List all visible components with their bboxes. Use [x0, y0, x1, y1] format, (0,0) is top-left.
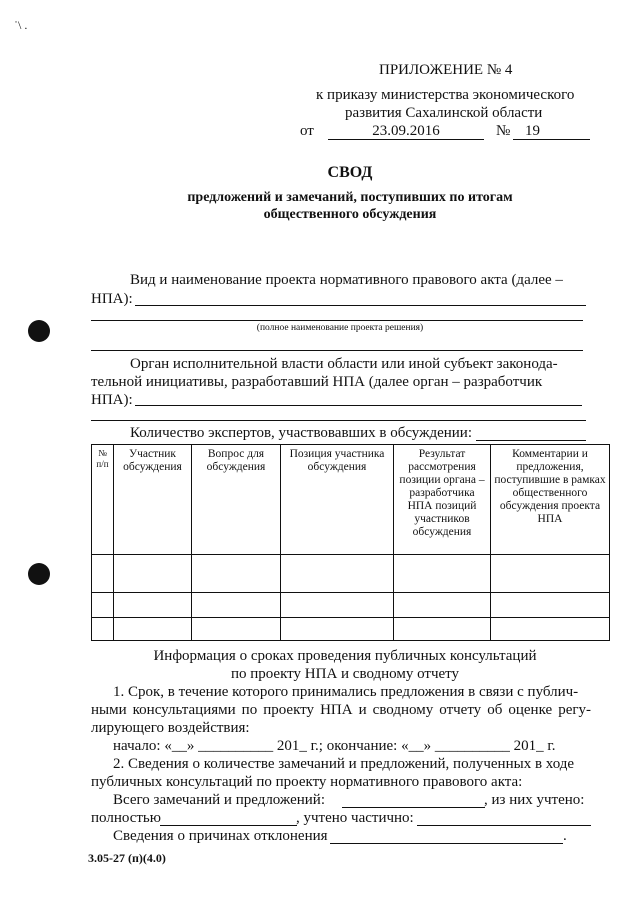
- appendix-label: ПРИЛОЖЕНИЕ № 4: [379, 62, 513, 78]
- col-header-question: Вопрос для обсуждения: [192, 445, 281, 555]
- order-line2: развития Сахалинской области: [345, 105, 543, 121]
- total-input-line[interactable]: [342, 807, 485, 808]
- proposals-table: [91, 444, 610, 641]
- doc-subtitle-2: общественного обсуждения: [263, 207, 437, 222]
- date-prefix: от: [300, 123, 314, 139]
- reasons-end-dot: .: [563, 828, 567, 844]
- doc-subtitle-1: предложений и замечаний, поступивших по итогам: [187, 190, 513, 205]
- organ-input-line-1[interactable]: [135, 405, 582, 406]
- col-header-result: Результат рассмотрения позиции органа – разработчика НПА позиций участников обсуждения: [394, 445, 491, 555]
- p2-line2: публичных консультаций по проекту нормативного правового акта:: [91, 774, 523, 790]
- table-row[interactable]: [92, 555, 610, 593]
- organ-label-line2: тельной инициативы, разработавший НПА (далее орган – разработчик: [91, 374, 543, 390]
- reasons-input-line[interactable]: [330, 843, 563, 844]
- col-header-num: № п/п: [92, 445, 114, 555]
- order-date: 23.09.2016: [328, 123, 484, 140]
- npa-input-line-1[interactable]: [135, 305, 586, 306]
- info-title-2: по проекту НПА и сводному отчету: [230, 666, 460, 682]
- total-label: Всего замечаний и предложений:: [113, 792, 326, 808]
- organ-label-line3: НПА):: [91, 392, 133, 408]
- npa-label-line1: Вид и наименование проекта нормативного правового акта (далее –: [130, 272, 563, 288]
- p1-line2: ными консультациями по проекту НПА и сводному отчету об оценке регу-: [91, 702, 591, 718]
- period-fields[interactable]: начало: «__» __________ 201_ г.; окончание: «__» __________ 201_ г.: [113, 738, 556, 754]
- partly-label: , учтено частично:: [296, 810, 414, 826]
- table-header-row: [92, 445, 610, 555]
- doc-title: СВОД: [327, 164, 373, 181]
- organ-label-line1: Орган исполнительной власти области или иной субъект законода-: [130, 356, 558, 372]
- col-header-comments: Комментарии и предложения, поступившие в рамках общественного обсуждения проекта НПА: [491, 445, 610, 555]
- number-prefix: №: [496, 123, 511, 139]
- of-them-label: , из них учтено:: [484, 792, 585, 808]
- fully-input-line[interactable]: [160, 825, 297, 826]
- reasons-label: Сведения о причинах отклонения: [113, 828, 328, 844]
- fully-label: полностью: [91, 810, 161, 826]
- col-header-position: Позиция участника обсуждения: [281, 445, 394, 555]
- p1-line3: лирующего воздействия:: [91, 720, 250, 736]
- table-row[interactable]: [92, 593, 610, 618]
- organ-input-line-2[interactable]: [91, 420, 586, 421]
- npa-caption: (полное наименование проекта решения): [256, 323, 424, 333]
- npa-input-line-3[interactable]: [91, 350, 583, 351]
- partly-input-line[interactable]: [417, 825, 591, 826]
- experts-input-line[interactable]: [476, 440, 586, 441]
- punch-hole-bottom: [28, 563, 50, 585]
- experts-label: Количество экспертов, участвовавших в обсуждении:: [130, 425, 473, 441]
- p1-line1: 1. Срок, в течение которого принимались предложения в связи с публич-: [113, 684, 579, 700]
- npa-input-line-2[interactable]: [91, 320, 583, 321]
- scan-mark: ˙\ .: [14, 18, 28, 32]
- order-line1: к приказу министерства экономического: [316, 87, 575, 103]
- npa-label-line2: НПА):: [91, 291, 133, 307]
- form-code: 3.05-27 (п)(4.0): [88, 851, 166, 865]
- table-row[interactable]: [92, 618, 610, 641]
- order-number: 19: [513, 123, 590, 140]
- col-header-participant: Участник обсуждения: [114, 445, 192, 555]
- info-title-1: Информация о сроках проведения публичных консультаций: [153, 648, 537, 664]
- p2-line1: 2. Сведения о количестве замечаний и предложений, полученных в ходе: [113, 756, 575, 772]
